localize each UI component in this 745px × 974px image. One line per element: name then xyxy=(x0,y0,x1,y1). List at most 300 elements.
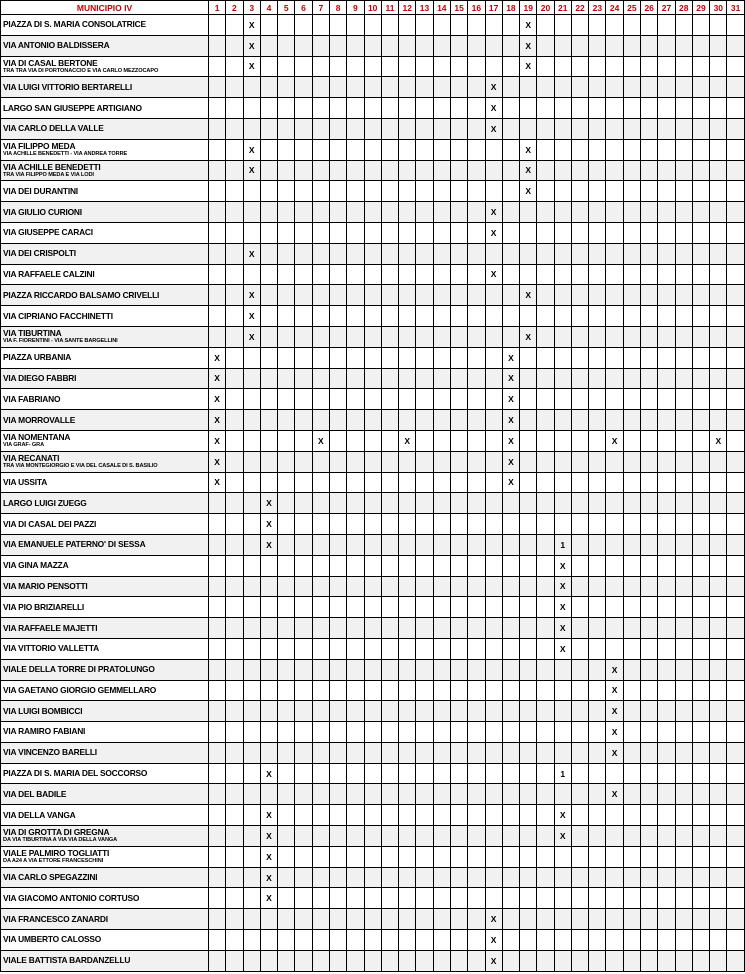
day-cell-22 xyxy=(571,638,588,659)
day-cell-2 xyxy=(226,805,243,826)
day-cell-20 xyxy=(537,867,554,888)
day-cell-28 xyxy=(675,742,692,763)
day-cell-4 xyxy=(260,98,277,119)
street-segment-note: DA VIA TIBURTINA A VIA VIA DELLA VANGA xyxy=(3,837,118,844)
day-cell-5 xyxy=(278,493,295,514)
day-cell-2 xyxy=(226,368,243,389)
day-cell-23 xyxy=(589,514,606,535)
day-cell-10 xyxy=(364,430,381,451)
day-cell-4 xyxy=(260,326,277,347)
day-cell-18 xyxy=(502,867,519,888)
day-cell-5 xyxy=(278,306,295,327)
day-cell-4 xyxy=(260,638,277,659)
day-header-31: 31 xyxy=(727,1,744,15)
day-cell-24 xyxy=(606,139,623,160)
day-cell-23 xyxy=(589,597,606,618)
day-cell-18 xyxy=(502,618,519,639)
day-cell-30 xyxy=(710,826,727,847)
day-cell-28 xyxy=(675,722,692,743)
day-cell-10 xyxy=(364,805,381,826)
day-cell-9 xyxy=(347,659,364,680)
day-cell-9 xyxy=(347,826,364,847)
day-cell-14 xyxy=(433,118,450,139)
day-cell-9 xyxy=(347,618,364,639)
day-cell-4 xyxy=(260,576,277,597)
day-cell-29 xyxy=(692,534,709,555)
day-cell-6 xyxy=(295,222,312,243)
day-cell-9 xyxy=(347,368,364,389)
day-cell-15 xyxy=(450,826,467,847)
day-cell-21 xyxy=(554,701,571,722)
day-cell-16 xyxy=(468,451,485,472)
day-cell-28 xyxy=(675,659,692,680)
day-cell-20 xyxy=(537,160,554,181)
day-cell-31 xyxy=(727,306,744,327)
day-cell-22 xyxy=(571,597,588,618)
day-cell-8 xyxy=(329,555,346,576)
day-cell-7 xyxy=(312,451,329,472)
day-cell-8 xyxy=(329,576,346,597)
day-cell-21 xyxy=(554,930,571,951)
street-name: VIA FILIPPO MEDA xyxy=(3,141,76,152)
street-cell xyxy=(1,950,209,971)
day-cell-24 xyxy=(606,389,623,410)
day-cell-12 xyxy=(399,368,416,389)
day-cell-21: X xyxy=(554,618,571,639)
day-cell-30 xyxy=(710,98,727,119)
day-cell-29 xyxy=(692,701,709,722)
day-cell-29 xyxy=(692,722,709,743)
day-cell-9 xyxy=(347,784,364,805)
day-cell-14 xyxy=(433,326,450,347)
day-cell-17 xyxy=(485,139,502,160)
day-cell-6 xyxy=(295,493,312,514)
day-cell-27 xyxy=(658,222,675,243)
day-cell-25 xyxy=(623,867,640,888)
day-cell-31 xyxy=(727,347,744,368)
day-cell-28 xyxy=(675,763,692,784)
day-cell-31 xyxy=(727,160,744,181)
day-cell-13 xyxy=(416,763,433,784)
day-cell-4 xyxy=(260,742,277,763)
day-cell-3: X xyxy=(243,285,260,306)
day-cell-11 xyxy=(381,597,398,618)
day-cell-27 xyxy=(658,243,675,264)
day-cell-28 xyxy=(675,243,692,264)
day-cell-22 xyxy=(571,950,588,971)
day-cell-29 xyxy=(692,763,709,784)
day-cell-26 xyxy=(641,160,658,181)
day-cell-28 xyxy=(675,222,692,243)
day-cell-2 xyxy=(226,430,243,451)
day-cell-26 xyxy=(641,243,658,264)
day-cell-5 xyxy=(278,285,295,306)
day-cell-30 xyxy=(710,763,727,784)
day-cell-10 xyxy=(364,222,381,243)
day-cell-27 xyxy=(658,472,675,493)
street-name: VIA RAFFAELE MAJETTI xyxy=(3,622,98,633)
day-cell-9 xyxy=(347,451,364,472)
day-cell-8 xyxy=(329,160,346,181)
day-cell-24 xyxy=(606,160,623,181)
day-cell-26 xyxy=(641,410,658,431)
day-cell-26 xyxy=(641,35,658,56)
day-cell-27 xyxy=(658,77,675,98)
day-cell-23 xyxy=(589,285,606,306)
day-cell-2 xyxy=(226,638,243,659)
day-cell-14 xyxy=(433,15,450,36)
street-name: PIAZZA URBANIA xyxy=(3,352,72,363)
day-cell-11 xyxy=(381,784,398,805)
day-cell-29 xyxy=(692,15,709,36)
day-cell-6 xyxy=(295,326,312,347)
day-cell-4 xyxy=(260,160,277,181)
day-cell-13 xyxy=(416,326,433,347)
day-cell-22 xyxy=(571,389,588,410)
day-cell-6 xyxy=(295,701,312,722)
day-cell-24: X xyxy=(606,680,623,701)
day-cell-3 xyxy=(243,576,260,597)
day-cell-30 xyxy=(710,451,727,472)
street-name: VIA RAFFAELE CALZINI xyxy=(3,268,95,279)
day-cell-3 xyxy=(243,98,260,119)
day-cell-3 xyxy=(243,722,260,743)
day-cell-21 xyxy=(554,160,571,181)
day-cell-31 xyxy=(727,118,744,139)
day-cell-1 xyxy=(209,35,226,56)
day-cell-8 xyxy=(329,909,346,930)
day-cell-16 xyxy=(468,222,485,243)
day-cell-16 xyxy=(468,56,485,77)
day-cell-3 xyxy=(243,555,260,576)
day-cell-29 xyxy=(692,389,709,410)
day-cell-16 xyxy=(468,77,485,98)
street-cell xyxy=(1,659,209,680)
day-cell-5 xyxy=(278,618,295,639)
day-cell-23 xyxy=(589,555,606,576)
day-cell-3 xyxy=(243,930,260,951)
day-cell-24: X xyxy=(606,701,623,722)
day-cell-21 xyxy=(554,389,571,410)
day-cell-27 xyxy=(658,597,675,618)
day-cell-25 xyxy=(623,950,640,971)
day-cell-2 xyxy=(226,701,243,722)
day-cell-24 xyxy=(606,243,623,264)
day-cell-20 xyxy=(537,618,554,639)
day-cell-20 xyxy=(537,347,554,368)
day-cell-20 xyxy=(537,77,554,98)
day-cell-3 xyxy=(243,368,260,389)
day-cell-30 xyxy=(710,597,727,618)
table-row xyxy=(1,98,745,119)
day-cell-13 xyxy=(416,118,433,139)
day-cell-17 xyxy=(485,514,502,535)
day-cell-29 xyxy=(692,638,709,659)
day-cell-11 xyxy=(381,139,398,160)
day-cell-10 xyxy=(364,139,381,160)
street-cell xyxy=(1,98,209,119)
day-cell-22 xyxy=(571,35,588,56)
day-cell-15 xyxy=(450,410,467,431)
day-cell-25 xyxy=(623,659,640,680)
day-cell-14 xyxy=(433,493,450,514)
street-name: LARGO SAN GIUSEPPE ARTIGIANO xyxy=(3,102,142,113)
day-cell-10 xyxy=(364,202,381,223)
day-cell-19 xyxy=(520,222,537,243)
day-header-16: 16 xyxy=(468,1,485,15)
street-segment-note: VIA ACHILLE BENEDETTI - VIA ANDREA TORRE xyxy=(3,151,128,158)
day-cell-6 xyxy=(295,56,312,77)
day-cell-10 xyxy=(364,597,381,618)
day-cell-29 xyxy=(692,139,709,160)
day-cell-1 xyxy=(209,56,226,77)
day-cell-12 xyxy=(399,680,416,701)
day-cell-31 xyxy=(727,638,744,659)
day-cell-22 xyxy=(571,15,588,36)
day-cell-2 xyxy=(226,722,243,743)
day-cell-1 xyxy=(209,846,226,867)
day-cell-13 xyxy=(416,805,433,826)
day-cell-28 xyxy=(675,597,692,618)
day-cell-20 xyxy=(537,638,554,659)
day-cell-28 xyxy=(675,493,692,514)
day-cell-8 xyxy=(329,202,346,223)
day-cell-26 xyxy=(641,638,658,659)
day-cell-21 xyxy=(554,35,571,56)
day-cell-25 xyxy=(623,368,640,389)
day-cell-5 xyxy=(278,264,295,285)
street-cell xyxy=(1,181,209,202)
day-cell-6 xyxy=(295,784,312,805)
day-cell-8 xyxy=(329,742,346,763)
table-row xyxy=(1,805,745,826)
day-cell-12 xyxy=(399,160,416,181)
day-cell-29 xyxy=(692,306,709,327)
street-cell xyxy=(1,846,209,867)
table-row xyxy=(1,659,745,680)
day-cell-2 xyxy=(226,451,243,472)
day-header-1: 1 xyxy=(209,1,226,15)
day-cell-20 xyxy=(537,15,554,36)
day-cell-1 xyxy=(209,285,226,306)
day-cell-31 xyxy=(727,56,744,77)
day-cell-7 xyxy=(312,930,329,951)
day-cell-29 xyxy=(692,347,709,368)
day-cell-27 xyxy=(658,410,675,431)
day-cell-26 xyxy=(641,659,658,680)
day-cell-26 xyxy=(641,98,658,119)
day-cell-27 xyxy=(658,659,675,680)
day-cell-19 xyxy=(520,534,537,555)
day-cell-7 xyxy=(312,326,329,347)
day-cell-1 xyxy=(209,181,226,202)
day-cell-9 xyxy=(347,285,364,306)
day-cell-5 xyxy=(278,118,295,139)
day-cell-19 xyxy=(520,659,537,680)
day-cell-29 xyxy=(692,35,709,56)
day-cell-2 xyxy=(226,181,243,202)
day-cell-1: X xyxy=(209,472,226,493)
day-cell-12 xyxy=(399,222,416,243)
day-cell-16 xyxy=(468,784,485,805)
day-cell-11 xyxy=(381,742,398,763)
day-cell-27 xyxy=(658,368,675,389)
day-cell-1 xyxy=(209,722,226,743)
day-cell-21: X xyxy=(554,555,571,576)
day-cell-24 xyxy=(606,909,623,930)
street-cell xyxy=(1,680,209,701)
day-cell-5 xyxy=(278,368,295,389)
day-cell-14 xyxy=(433,638,450,659)
day-cell-1: X xyxy=(209,368,226,389)
day-cell-5 xyxy=(278,555,295,576)
day-cell-25 xyxy=(623,347,640,368)
day-cell-15 xyxy=(450,451,467,472)
day-cell-26 xyxy=(641,368,658,389)
day-cell-25 xyxy=(623,534,640,555)
day-cell-11 xyxy=(381,222,398,243)
day-cell-17: X xyxy=(485,118,502,139)
day-cell-16 xyxy=(468,306,485,327)
day-cell-20 xyxy=(537,742,554,763)
day-cell-22 xyxy=(571,846,588,867)
day-cell-21: 1 xyxy=(554,534,571,555)
day-cell-3: X xyxy=(243,35,260,56)
day-cell-20 xyxy=(537,430,554,451)
day-cell-8 xyxy=(329,950,346,971)
day-cell-8 xyxy=(329,597,346,618)
day-cell-22 xyxy=(571,98,588,119)
day-cell-9 xyxy=(347,514,364,535)
day-cell-6 xyxy=(295,846,312,867)
day-cell-25 xyxy=(623,472,640,493)
day-cell-18 xyxy=(502,555,519,576)
day-cell-30 xyxy=(710,181,727,202)
day-cell-3 xyxy=(243,909,260,930)
day-cell-13 xyxy=(416,909,433,930)
day-cell-15 xyxy=(450,160,467,181)
day-cell-26 xyxy=(641,389,658,410)
day-cell-21: X xyxy=(554,638,571,659)
day-cell-8 xyxy=(329,77,346,98)
day-cell-5 xyxy=(278,659,295,680)
day-cell-19 xyxy=(520,742,537,763)
day-cell-19 xyxy=(520,805,537,826)
day-cell-22 xyxy=(571,410,588,431)
street-cell xyxy=(1,493,209,514)
day-cell-18 xyxy=(502,243,519,264)
day-cell-3: X xyxy=(243,15,260,36)
street-cell xyxy=(1,784,209,805)
day-cell-17 xyxy=(485,160,502,181)
day-cell-25 xyxy=(623,35,640,56)
day-cell-25 xyxy=(623,306,640,327)
day-cell-1 xyxy=(209,98,226,119)
day-cell-30 xyxy=(710,576,727,597)
day-cell-16 xyxy=(468,722,485,743)
day-cell-8 xyxy=(329,430,346,451)
day-cell-20 xyxy=(537,950,554,971)
day-cell-23 xyxy=(589,326,606,347)
day-cell-31 xyxy=(727,202,744,223)
day-cell-23 xyxy=(589,701,606,722)
day-cell-17 xyxy=(485,243,502,264)
day-cell-5 xyxy=(278,389,295,410)
day-cell-27 xyxy=(658,701,675,722)
day-cell-13 xyxy=(416,202,433,223)
day-cell-4: X xyxy=(260,493,277,514)
day-cell-19 xyxy=(520,784,537,805)
day-cell-4 xyxy=(260,784,277,805)
day-cell-20 xyxy=(537,784,554,805)
day-cell-6 xyxy=(295,618,312,639)
street-name: VIA MORROVALLE xyxy=(3,414,76,425)
day-cell-28 xyxy=(675,118,692,139)
day-cell-12 xyxy=(399,202,416,223)
day-cell-19 xyxy=(520,888,537,909)
day-cell-31 xyxy=(727,618,744,639)
day-cell-5 xyxy=(278,222,295,243)
day-cell-3 xyxy=(243,118,260,139)
day-cell-5 xyxy=(278,139,295,160)
day-cell-15 xyxy=(450,784,467,805)
day-cell-5 xyxy=(278,514,295,535)
day-cell-24 xyxy=(606,98,623,119)
day-cell-8 xyxy=(329,368,346,389)
day-cell-14 xyxy=(433,202,450,223)
day-cell-25 xyxy=(623,930,640,951)
day-cell-17 xyxy=(485,555,502,576)
day-cell-6 xyxy=(295,472,312,493)
day-cell-28 xyxy=(675,264,692,285)
day-cell-27 xyxy=(658,389,675,410)
day-cell-1 xyxy=(209,202,226,223)
day-cell-13 xyxy=(416,264,433,285)
day-cell-28 xyxy=(675,410,692,431)
day-header-30: 30 xyxy=(710,1,727,15)
day-cell-12 xyxy=(399,534,416,555)
day-cell-19 xyxy=(520,638,537,659)
day-cell-1 xyxy=(209,160,226,181)
day-cell-9 xyxy=(347,35,364,56)
day-cell-27 xyxy=(658,347,675,368)
day-cell-24 xyxy=(606,888,623,909)
day-cell-15 xyxy=(450,347,467,368)
day-cell-6 xyxy=(295,742,312,763)
day-cell-14 xyxy=(433,680,450,701)
day-cell-9 xyxy=(347,243,364,264)
day-cell-16 xyxy=(468,285,485,306)
table-row xyxy=(1,202,745,223)
day-cell-21 xyxy=(554,326,571,347)
day-cell-24 xyxy=(606,618,623,639)
street-name: VIALE DELLA TORRE DI PRATOLUNGO xyxy=(3,664,155,675)
day-cell-16 xyxy=(468,243,485,264)
day-cell-23 xyxy=(589,680,606,701)
street-name: VIA USSITA xyxy=(3,476,48,487)
day-cell-4 xyxy=(260,430,277,451)
day-cell-9 xyxy=(347,867,364,888)
day-cell-7 xyxy=(312,826,329,847)
day-cell-20 xyxy=(537,472,554,493)
day-cell-7 xyxy=(312,181,329,202)
day-cell-12 xyxy=(399,576,416,597)
day-cell-11 xyxy=(381,826,398,847)
day-cell-18 xyxy=(502,264,519,285)
day-cell-25 xyxy=(623,680,640,701)
day-cell-18 xyxy=(502,285,519,306)
day-cell-16 xyxy=(468,160,485,181)
